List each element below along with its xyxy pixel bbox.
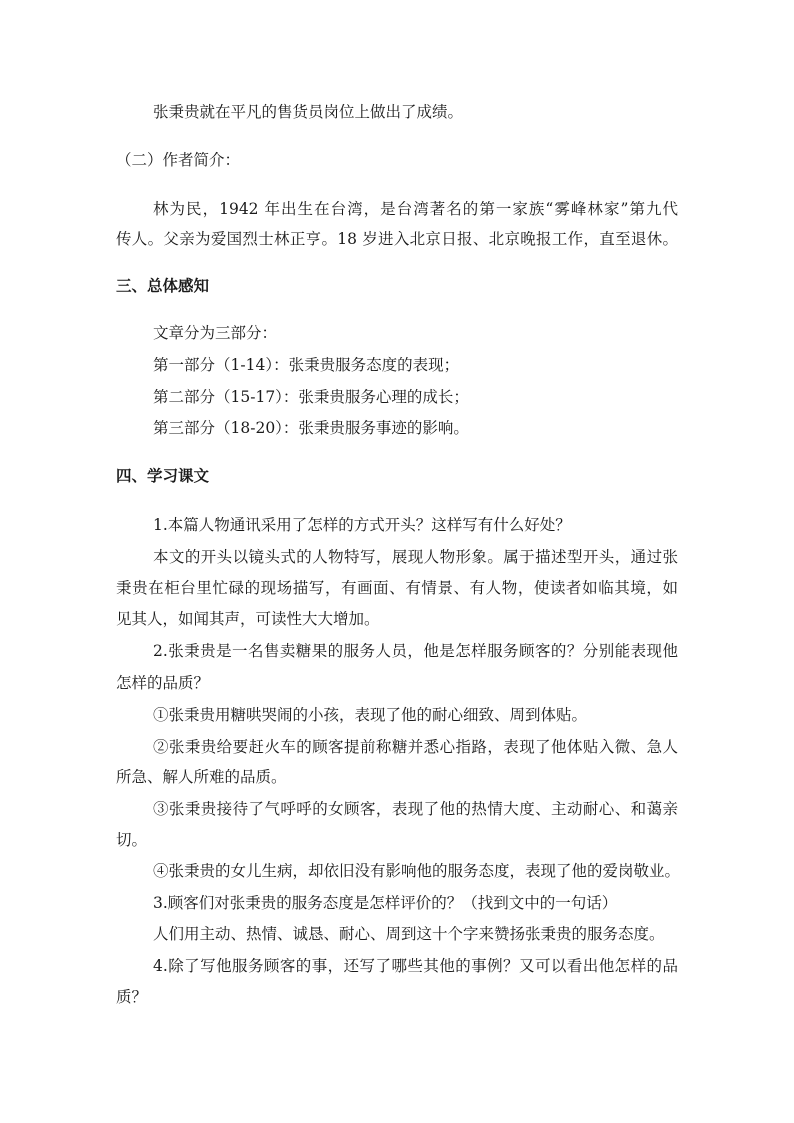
- answer-2-item: ①张秉贵用糖哄哭闹的小孩，表现了他的耐心细致、周到体贴。: [153, 706, 588, 724]
- question-4-line: 质？: [116, 988, 148, 1006]
- author-bio-line: 传人。父亲为爱国烈士林正亨。18 岁进入北京日报、北京晚报工作，直至退休。: [116, 230, 678, 248]
- answer-1-line: 本文的开头以镜头式的人物特写，展现人物形象。属于描述型开头，通过张: [153, 548, 678, 566]
- answer-2-item: 所急、解人所难的品质。: [116, 768, 287, 786]
- answer-2-item: ②张秉贵给要赶火车的顾客提前称糖并悉心指路，表现了他体贴入微、急人: [153, 738, 678, 756]
- overview-part: 第三部分（18-20）：张秉贵服务事迹的影响。: [153, 419, 469, 437]
- overview-part: 第二部分（15-17）：张秉贵服务心理的成长；: [153, 388, 469, 406]
- answer-2-item: ③张秉贵接待了气呼呼的女顾客，表现了他的热情大度、主动耐心、和蔼亲: [153, 800, 678, 818]
- question-2-line: 2.张秉贵是一名售卖糖果的服务人员，他是怎样服务顾客的？分别能表现他: [153, 642, 678, 660]
- intro-tail-text: 张秉贵就在平凡的售货员岗位上做出了成绩。: [153, 103, 464, 121]
- overview-part: 第一部分（1-14）：张秉贵服务态度的表现；: [153, 356, 460, 374]
- answer-2-item: 切。: [116, 831, 148, 849]
- overview-intro: 文章分为三部分：: [153, 324, 278, 342]
- answer-1-line: 见其人，如闻其声，可读性大大增加。: [116, 610, 380, 628]
- answer-2-item: ④张秉贵的女儿生病，却依旧没有影响他的服务态度，表现了他的爱岗敬业。: [153, 862, 681, 880]
- study-section-heading: 四、学习课文: [116, 467, 210, 485]
- question-4-line: 4.除了写他服务顾客的事，还写了哪些其他的事例？又可以看出他怎样的品: [153, 957, 678, 975]
- overview-section-heading: 三、总体感知: [116, 277, 210, 295]
- author-bio-line: 林为民，1942 年出生在台湾，是台湾著名的第一家族“雾峰林家”第九代: [153, 200, 678, 218]
- answer-3: 人们用主动、热情、诚恳、耐心、周到这十个字来赞扬张秉贵的服务态度。: [153, 925, 665, 943]
- author-section-heading: （二）作者简介：: [116, 151, 241, 169]
- question-2-line: 怎样的品质？: [116, 674, 210, 692]
- question-1: 1.本篇人物通讯采用了怎样的方式开头？这样写有什么好处？: [153, 516, 571, 534]
- answer-1-line: 秉贵在柜台里忙碌的现场描写，有画面、有情景、有人物，使读者如临其境，如: [116, 579, 678, 597]
- question-3: 3.顾客们对张秉贵的服务态度是怎样评价的？（找到文中的一句话）: [153, 894, 618, 912]
